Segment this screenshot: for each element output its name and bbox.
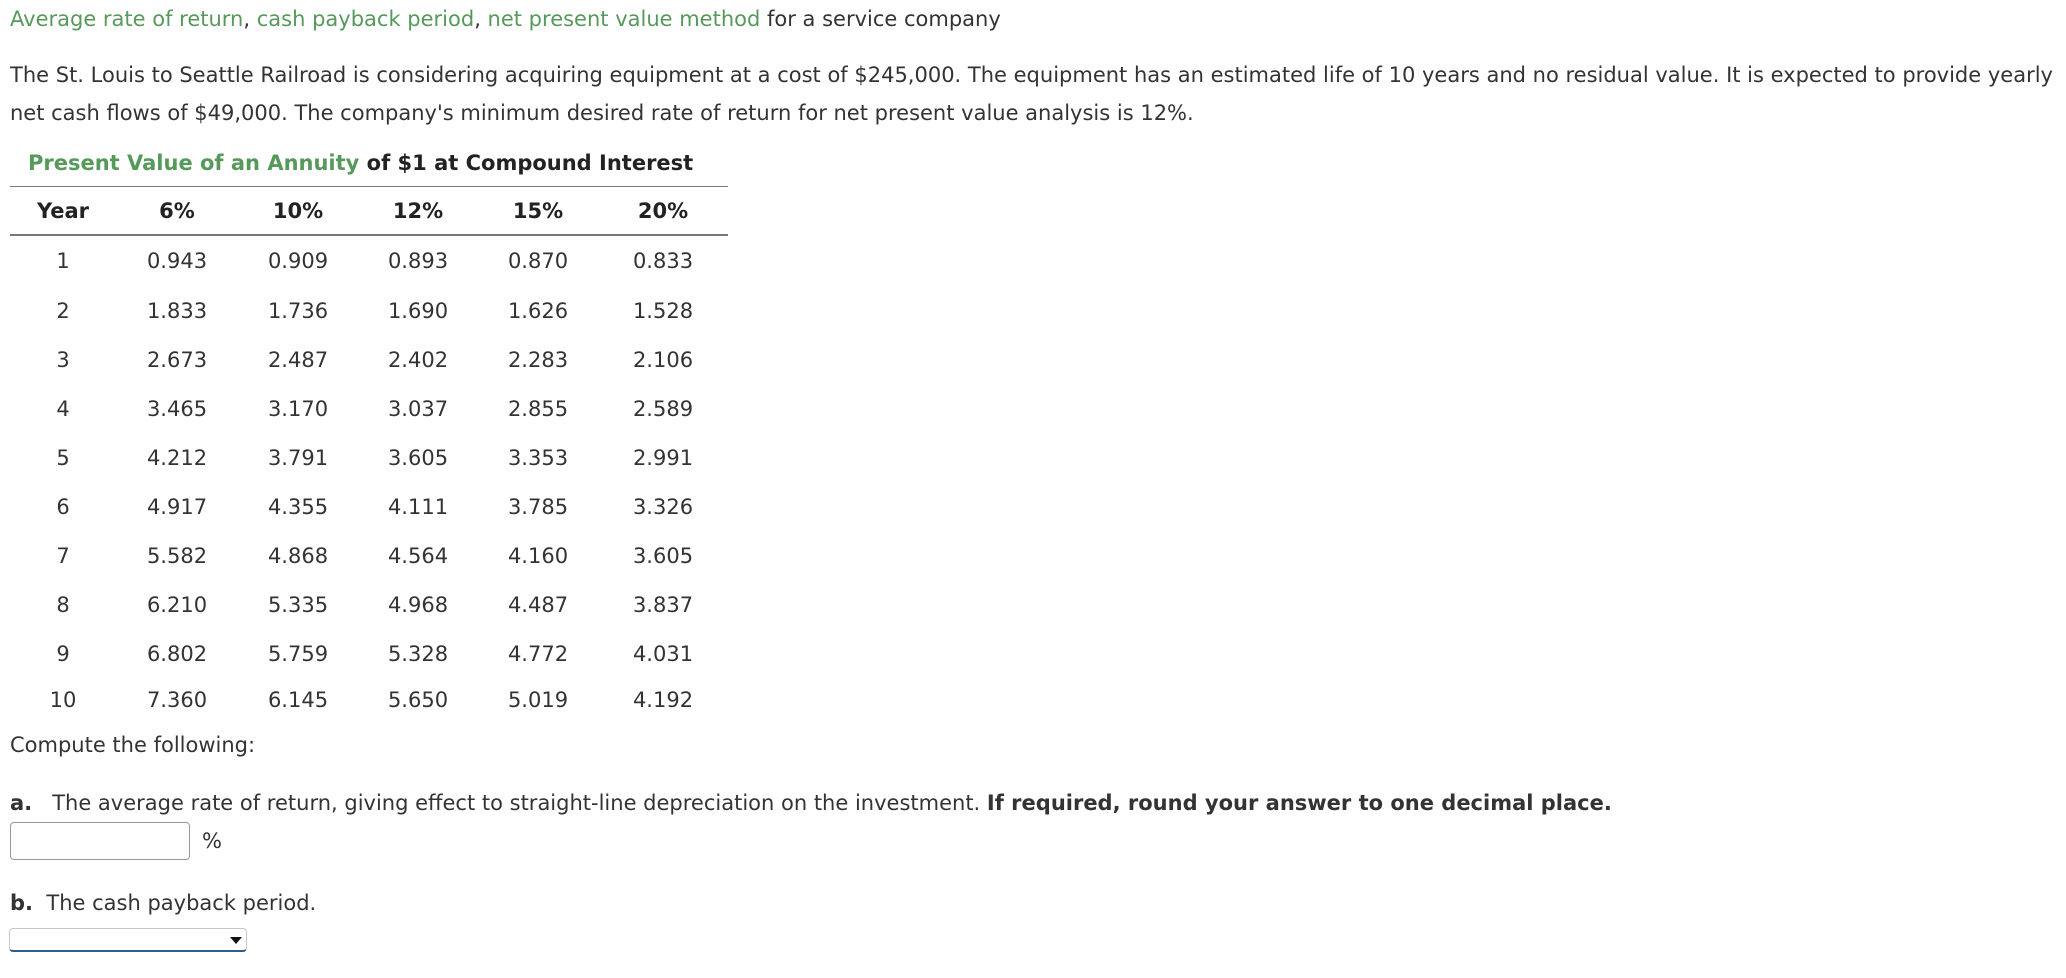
year-cell: 10 (49, 688, 77, 712)
pv-factor-cell: 4.031 (632, 641, 694, 666)
pv-factor-cell: 1.833 (146, 298, 208, 323)
year-cell: 6 (56, 494, 70, 519)
pv-factor-cell: 4.917 (146, 494, 208, 519)
percent-unit: % (202, 829, 222, 853)
year-cell: 1 (56, 249, 70, 273)
pv-factor-cell: 5.335 (267, 592, 329, 617)
topic-link-cash-payback-period[interactable]: cash payback period (256, 7, 475, 31)
pv-factor-cell: 0.943 (146, 249, 208, 273)
average-rate-of-return-input[interactable] (10, 822, 190, 860)
column-header: 15% (478, 187, 598, 236)
topic-link-average-rate-of-return[interactable]: Average rate of return (10, 7, 244, 31)
year-cell: 7 (56, 543, 70, 568)
pv-factor-cell: 1.736 (267, 298, 329, 323)
chevron-down-icon (230, 937, 242, 944)
table-row (10, 433, 728, 482)
pv-factor-cell: 6.145 (267, 688, 329, 712)
pv-factor-cell: 3.465 (146, 396, 208, 421)
pv-factor-cell: 2.106 (632, 347, 694, 372)
pv-annuity-link[interactable]: Present Value of an Annuity (28, 151, 360, 175)
question-b (10, 888, 316, 918)
table-row (10, 678, 728, 722)
year-cell: 9 (56, 641, 70, 666)
pv-factor-cell: 3.605 (387, 445, 449, 470)
pv-factor-cell: 2.589 (632, 396, 694, 421)
pv-factor-cell: 2.283 (507, 347, 569, 372)
question-a-text: The average rate of return, giving effect to straight-line depreciation on the investment. (52, 791, 981, 815)
pv-factor-cell: 3.170 (267, 396, 329, 421)
problem-statement: The St. Louis to Seattle Railroad is considering acquiring equipment at a cost of $245,000. The equipment has an estimated life of 10 years and no residual value. It is expected to provide yearly net cash flows of $49,000. The company's minimum desired rate of return for net present value analysis is 12%. (10, 63, 2053, 125)
table-row (10, 580, 728, 629)
question-letter: a. (10, 791, 33, 815)
pv-factor-cell: 4.772 (507, 641, 569, 666)
pv-factor-cell: 4.212 (146, 445, 208, 470)
pv-factor-cell: 0.833 (632, 249, 694, 273)
pv-factor-cell: 1.690 (387, 298, 449, 323)
compute-instructions: Compute the following: (10, 733, 256, 757)
pv-factor-cell: 7.360 (146, 688, 208, 712)
topic-heading (10, 4, 1001, 34)
table-row (10, 235, 728, 286)
pv-factor-cell: 3.837 (632, 592, 694, 617)
pv-annuity-table (10, 186, 728, 722)
year-cell: 3 (56, 347, 70, 372)
topic-separator: , (243, 7, 257, 31)
table-row (10, 286, 728, 335)
topic-link-net-present-value-method[interactable]: net present value method (487, 7, 761, 31)
pv-factor-cell: 5.650 (387, 688, 449, 712)
pv-factor-cell: 3.605 (632, 543, 694, 568)
year-cell: 2 (56, 298, 70, 323)
topic-separator: , (474, 7, 488, 31)
question-b-text: The cash payback period. (46, 891, 317, 915)
topic-rest: for a service company (760, 7, 1001, 31)
pv-factor-cell: 2.991 (632, 445, 694, 470)
table-row (10, 335, 728, 384)
column-header: 20% (598, 187, 728, 236)
table-row (10, 384, 728, 433)
pv-factor-cell: 0.893 (387, 249, 449, 273)
pv-factor-cell: 5.019 (507, 688, 569, 712)
pv-factor-cell: 4.355 (267, 494, 329, 519)
pv-factor-cell: 1.626 (507, 298, 569, 323)
pv-factor-cell: 3.785 (507, 494, 569, 519)
year-cell: 5 (56, 445, 70, 470)
table-row (10, 482, 728, 531)
column-header: Year (10, 187, 116, 236)
column-header: 12% (358, 187, 478, 236)
pv-factor-cell: 1.528 (632, 298, 694, 323)
year-cell: 4 (56, 396, 70, 421)
pv-factor-cell: 5.759 (267, 641, 329, 666)
pv-factor-cell: 4.160 (507, 543, 569, 568)
pv-factor-cell: 0.909 (267, 249, 329, 273)
pv-factor-cell: 4.868 (267, 543, 329, 568)
column-header: 6% (116, 187, 238, 236)
pv-factor-cell: 4.564 (387, 543, 449, 568)
pv-factor-cell: 2.487 (267, 347, 329, 372)
pv-table-title (28, 148, 693, 178)
table-header-row (10, 187, 728, 236)
pv-factor-cell: 4.487 (507, 592, 569, 617)
pv-factor-cell: 3.353 (507, 445, 569, 470)
pv-factor-cell: 3.037 (387, 396, 449, 421)
question-a-rounding-note: If required, round your answer to one decimal place. (986, 791, 1612, 815)
pv-factor-cell: 4.968 (387, 592, 449, 617)
pv-factor-cell: 2.673 (146, 347, 208, 372)
pv-factor-cell: 5.328 (387, 641, 449, 666)
question-a (10, 788, 1612, 818)
pv-factor-cell: 2.402 (387, 347, 449, 372)
pv-factor-cell: 3.791 (267, 445, 329, 470)
pv-factor-cell: 6.802 (146, 641, 208, 666)
column-header: 10% (238, 187, 358, 236)
pv-factor-cell: 4.192 (632, 688, 694, 712)
pv-factor-cell: 4.111 (387, 494, 449, 519)
year-cell: 8 (56, 592, 70, 617)
pv-table-title-rest: of $1 at Compound Interest (359, 151, 694, 175)
table-row (10, 531, 728, 580)
pv-factor-cell: 2.855 (507, 396, 569, 421)
pv-factor-cell: 5.582 (146, 543, 208, 568)
pv-factor-cell: 3.326 (632, 494, 694, 519)
cash-payback-period-select[interactable] (9, 928, 247, 952)
table-row (10, 629, 728, 678)
pv-factor-cell: 6.210 (146, 592, 208, 617)
question-letter: b. (10, 891, 34, 915)
pv-factor-cell: 0.870 (507, 249, 569, 273)
